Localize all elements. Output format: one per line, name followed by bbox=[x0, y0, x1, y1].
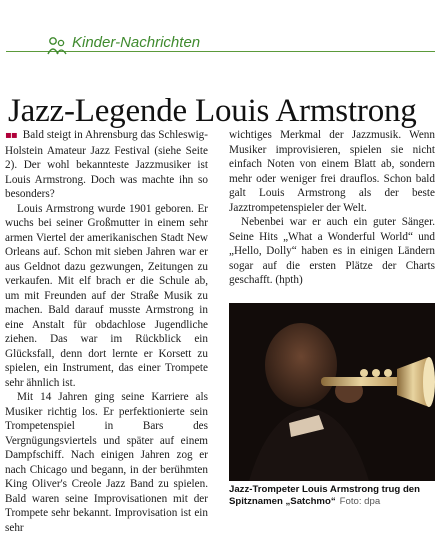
trumpeter-photo-icon bbox=[229, 303, 435, 481]
paragraph-1: ▪▪ Bald steigt in Ahrensburg das Schleswig-Holstein Amateur Jazz Festival (siehe Seite 2). Der wohl bekannteste Jazzmusiker ist Louis Armstrong. Doch was machte ihn so besonders? bbox=[5, 129, 208, 200]
paragraph-3: Mit 14 Jahren ging seine Karriere als Musiker richtig los. Er perfektionierte sein Trompetenspiel in Bars des Vergnügungsviertels und später auf einem Dampfschiff. Nach einigen Jahren zog er nach Chicago und begann, in der berühmten King Oliver's Creole Jazz Band zu spielen. Bald waren seine Improvisationen mit der Trompete sehr bekannt. Improvisation ist ein sehr bbox=[5, 391, 208, 534]
paragraph-5: Nebenbei war er auch ein guter Sänger. Seine Hits „What a Wonderful World“ und „Hello, Dolly“ haben es in einigen Ländern sogar auf die ersten Plätze der Charts geschafft. (hpth) bbox=[229, 216, 435, 286]
photo-credit: Foto: dpa bbox=[339, 496, 381, 507]
right-column bbox=[229, 128, 435, 288]
headline: Jazz-Legende Louis Armstrong bbox=[8, 93, 417, 130]
section-title: Kinder-Nachrichten bbox=[72, 34, 204, 51]
bullet-icon: ▪▪ bbox=[5, 130, 17, 141]
photo-caption bbox=[229, 484, 439, 508]
paragraph-2: Louis Armstrong wurde 1901 geboren. Er wuchs bei seiner Großmutter in einem sehr armen Viertel der amerikanischen Stadt New Orleans auf. Schon mit sieben Jahren war er aus Geldnot dazu gezwungen, Zeitungen zu verkaufen. Mit elf brach er die Schule ab, um mit Freunden auf der Straße Musik zu machen. Bald darauf musste Armstrong in eine Anstalt für obdachlose Jugendliche ziehen. Das war im Rückblick ein Glücksfall, denn dort lernte er Korsett zu spielen, ein Instrument, das einer Trompete sehr ähnlich ist. bbox=[5, 202, 208, 389]
paragraph-4: wichtiges Merkmal der Jazzmusik. Wenn Musiker improvisieren, spielen sie nicht einfach Noten von einem Blatt ab, sondern mehr oder weniger frei drauflos. Schon bald galt Louis Armstrong als der beste Jazztrompetenspieler der Welt. bbox=[229, 129, 435, 214]
kids-icon bbox=[46, 36, 68, 56]
kicker-rule bbox=[6, 51, 435, 52]
article-photo bbox=[229, 303, 435, 481]
left-column bbox=[5, 128, 208, 534]
section-kicker bbox=[6, 34, 435, 62]
caption-text: Jazz-Trompeter Louis Armstrong trug den Spitznamen „Satchmo“ bbox=[229, 484, 421, 507]
